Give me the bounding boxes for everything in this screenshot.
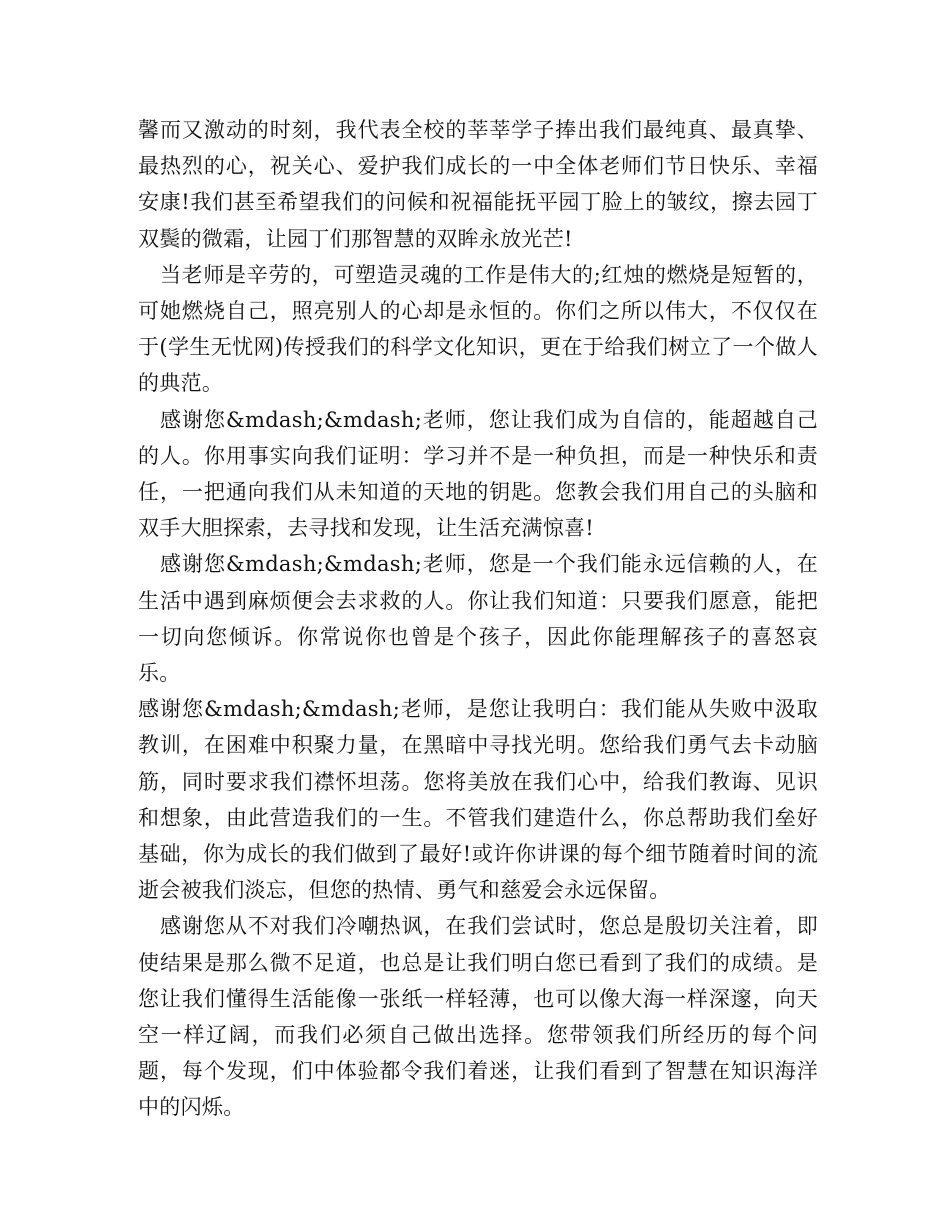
paragraph-6: 感谢您从不对我们冷嘲热讽，在我们尝试时，您总是殷切关注着，即使结果是那么微不足道，也总是让我们明白您已看到了我们的成绩。是您让我们懂得生活能像一张纸一样轻薄，也可以像大海一样深邃，向天空一样辽阔，而我们必须自己做出选择。您带领我们所经历的每个问题，每个发现，们中体验都令我们着迷，让我们看到了智慧在知识海洋中的闪烁。 xyxy=(138,914,818,1120)
paragraph-2: 当老师是辛劳的，可塑造灵魂的工作是伟大的;红烛的燃烧是短暂的，可她燃烧自己，照亮别人的心却是永恒的。你们之所以伟大，不仅仅在于(学生无忧网)传授我们的科学文化知识，更在于给我们树立了一个做人的典范。 xyxy=(138,262,818,396)
paragraph-5: 感谢您&mdash;&mdash;老师，是您让我明白：我们能从失败中汲取教训，在困难中积聚力量，在黑暗中寻找光明。您给我们勇气去卡动脑筋，同时要求我们襟怀坦荡。您将美放在我们心中，给我们教诲、见识和想象，由此营造我们的一生。不管我们建造什么，你总帮助我们垒好基础，你为成长的我们做到了最好!或许你讲课的每个细节随着时间的流逝会被我们淡忘，但您的热情、勇气和慈爱会永远保留。 xyxy=(138,697,818,903)
document-body xyxy=(138,112,818,1126)
paragraph-4: 感谢您&mdash;&mdash;老师，您是一个我们能永远信赖的人，在生活中遇到麻烦便会去求救的人。你让我们知道：只要我们愿意，能把一切向您倾诉。你常说你也曾是个孩子，因此你能理解孩子的喜怒哀乐。 xyxy=(138,552,818,686)
paragraph-1: 馨而又激动的时刻，我代表全校的莘莘学子捧出我们最纯真、最真挚、最热烈的心，祝关心、爱护我们成长的一中全体老师们节日快乐、幸福安康!我们甚至希望我们的问候和祝福能抚平园丁脸上的皱纹，擦去园丁双鬓的微霜，让园丁们那智慧的双眸永放光芒! xyxy=(138,118,818,251)
paragraph-3: 感谢您&mdash;&mdash;老师，您让我们成为自信的，能超越自己的人。你用事实向我们证明：学习并不是一种负担，而是一种快乐和责任，一把通向我们从未知道的天地的钥匙。您教会我们用自己的头脑和双手大胆探索，去寻找和发现，让生活充满惊喜! xyxy=(138,407,818,541)
